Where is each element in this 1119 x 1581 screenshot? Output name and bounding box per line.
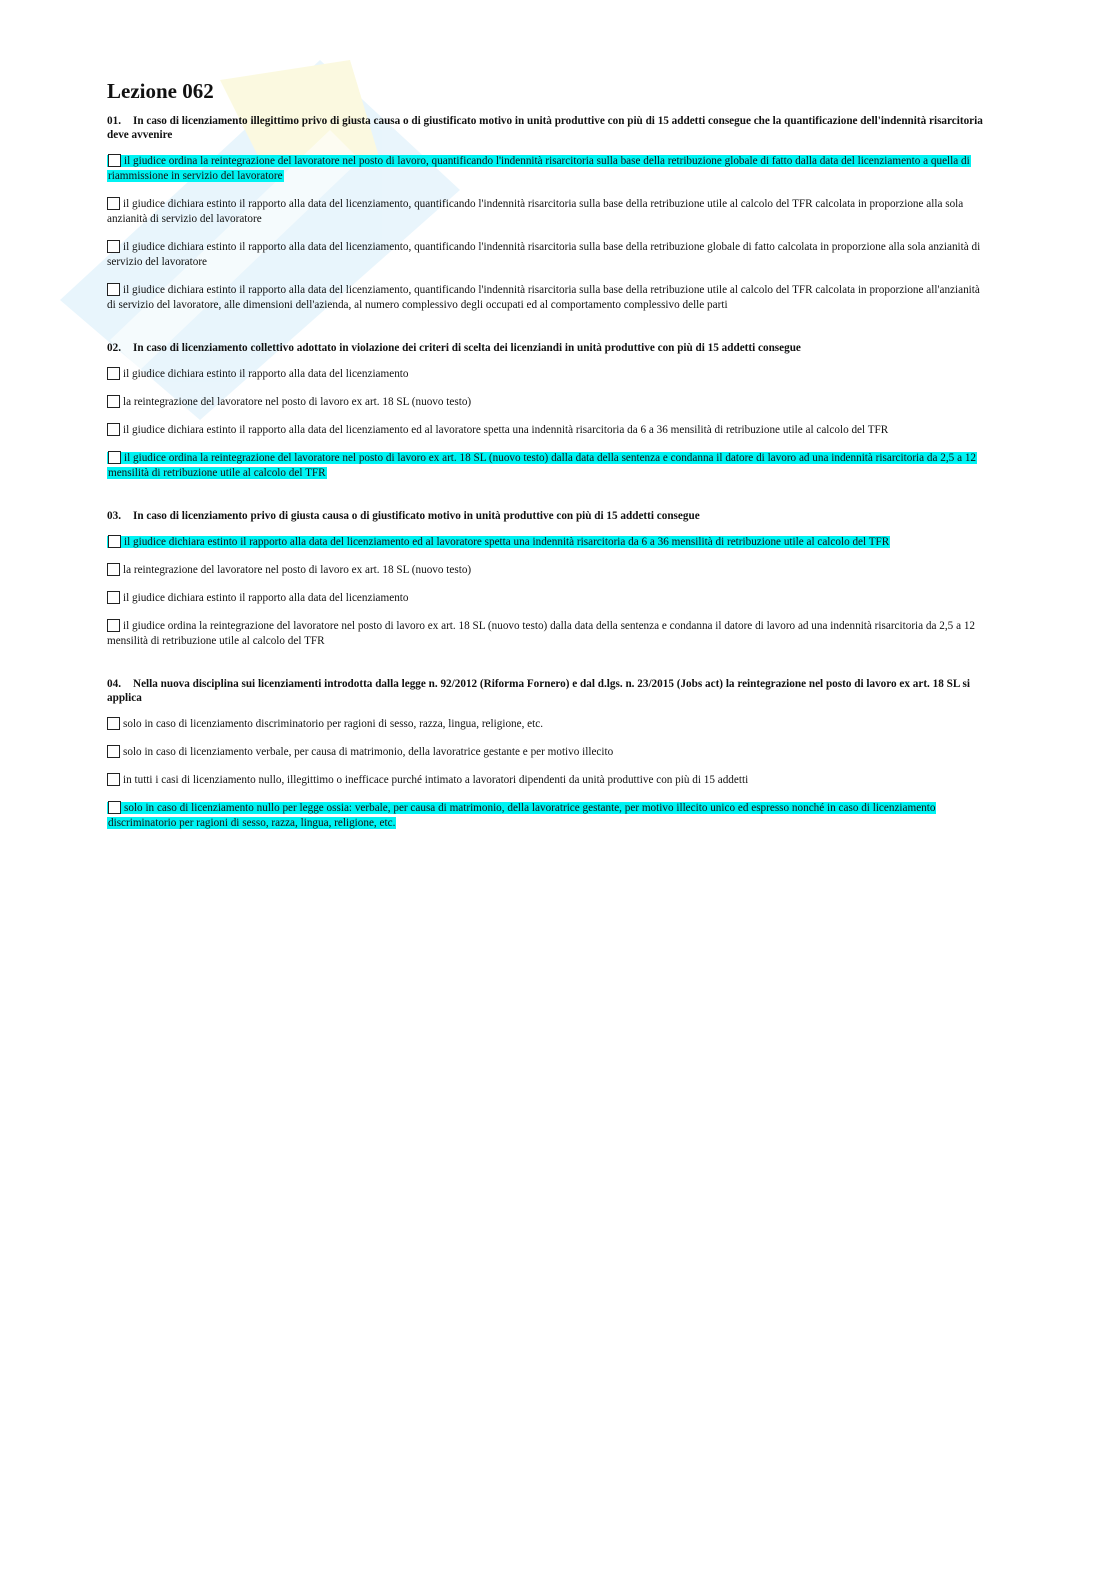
answer-option[interactable] <box>107 535 987 550</box>
answer-checkbox[interactable] <box>108 535 121 548</box>
question-number: 03. <box>107 510 121 522</box>
question-text <box>107 509 987 523</box>
answer-text: il giudice dichiara estinto il rapporto alla data del licenziamento, quantificando l'indennità risarcitoria sulla base della retribuzione utile al calcolo del TFR calcolata in proporzione alla sola anzianità di servizio del lavoratore <box>107 198 964 225</box>
answer-text-wrap <box>107 396 471 408</box>
answer-checkbox[interactable] <box>107 197 120 210</box>
answer-text: in tutti i casi di licenziamento nullo, illegittimo o inefficace purché intimato a lavoratori dipendenti da unità produttive con più di 15 addetti <box>123 774 749 786</box>
answer-option[interactable] <box>107 773 987 788</box>
answer-checkbox[interactable] <box>107 240 120 253</box>
question-block <box>107 677 987 831</box>
answer-option[interactable] <box>107 619 987 649</box>
answer-text-wrap <box>107 592 408 604</box>
highlighted-answer <box>107 802 936 829</box>
answer-checkbox[interactable] <box>107 563 120 576</box>
question-label: In caso di licenziamento privo di giusta causa o di giustificato motivo in unità produttive con più di 15 addetti consegue <box>132 510 700 522</box>
answer-text: il giudice dichiara estinto il rapporto alla data del licenziamento, quantificando l'indennità risarcitoria sulla base della retribuzione utile al calcolo del TFR calcolata in proporzione all'anzianità di servizio del lavoratore, alle dimensioni dell'azienda, al numero complessivo degli occupati ed al comportamento complessivo delle parti <box>107 284 980 311</box>
question-text <box>107 114 987 142</box>
answer-checkbox[interactable] <box>107 745 120 758</box>
answer-option[interactable] <box>107 563 987 578</box>
highlighted-answer <box>107 536 890 548</box>
answer-text-wrap <box>107 620 975 647</box>
question-text <box>107 341 987 355</box>
answer-text-wrap <box>107 564 471 576</box>
answer-option[interactable] <box>107 367 987 382</box>
answer-text: il giudice dichiara estinto il rapporto alla data del licenziamento, quantificando l'indennità risarcitoria sulla base della retribuzione globale di fatto calcolata in proporzione alla sola anzianità di servizio del lavoratore <box>107 241 981 268</box>
answer-text-wrap <box>107 198 963 225</box>
answer-checkbox[interactable] <box>107 395 120 408</box>
answer-option[interactable] <box>107 283 987 313</box>
question-label: In caso di licenziamento illegittimo privo di giusta causa o di giustificato motivo in unità produttive con più di 15 addetti consegue che la quantificazione dell'indennità risarcitoria deve avvenire <box>107 115 983 141</box>
answer-option[interactable] <box>107 423 987 438</box>
answer-text: il giudice dichiara estinto il rapporto alla data del licenziamento ed al lavoratore spetta una indennità risarcitoria da 6 a 36 mensilità di retribuzione utile al calcolo del TFR <box>123 424 889 436</box>
answer-checkbox[interactable] <box>108 801 121 814</box>
answer-text-wrap <box>107 424 888 436</box>
answer-checkbox[interactable] <box>107 773 120 786</box>
question-text <box>107 677 987 705</box>
answer-text-wrap <box>107 746 613 758</box>
question-label: Nella nuova disciplina sui licenziamenti introdotta dalla legge n. 92/2012 (Riforma Fornero) e dal d.lgs. n. 23/2015 (Jobs act) la reintegrazione nel posto di lavoro ex art. 18 SL si applica <box>107 678 970 704</box>
answer-text-wrap <box>107 774 748 786</box>
answer-checkbox[interactable] <box>107 283 120 296</box>
answer-text: la reintegrazione del lavoratore nel posto di lavoro ex art. 18 SL (nuovo testo) <box>123 396 472 408</box>
answer-checkbox[interactable] <box>108 451 121 464</box>
answer-text: il giudice dichiara estinto il rapporto alla data del licenziamento ed al lavoratore spetta una indennità risarcitoria da 6 a 36 mensilità di retribuzione utile al calcolo del TFR <box>124 536 890 548</box>
answer-text-wrap <box>107 718 543 730</box>
answer-option[interactable] <box>107 745 987 760</box>
answer-text: il giudice ordina la reintegrazione del lavoratore nel posto di lavoro ex art. 18 SL (nuovo testo) dalla data della sentenza e condanna il datore di lavoro ad una indennità risarcitoria da 2,5 a 12 mensilità di retribuzione utile al calcolo del TFR <box>107 620 976 647</box>
answer-text: solo in caso di licenziamento verbale, per causa di matrimonio, della lavoratrice gestante e per motivo illecito <box>123 746 614 758</box>
highlighted-answer <box>107 452 977 479</box>
answer-text: il giudice ordina la reintegrazione del lavoratore nel posto di lavoro, quantificando l'indennità risarcitoria sulla base della retribuzione globale di fatto dalla data del licenziamento a quella di riammissione in servizio del lavoratore <box>108 155 970 182</box>
answer-text: il giudice dichiara estinto il rapporto alla data del licenziamento <box>123 368 409 380</box>
answer-text-wrap <box>107 284 980 311</box>
question-block <box>107 341 987 481</box>
answer-text: il giudice ordina la reintegrazione del lavoratore nel posto di lavoro ex art. 18 SL (nuovo testo) dalla data della sentenza e condanna il datore di lavoro ad una indennità risarcitoria da 2,5 a 12 mensilità di retribuzione utile al calcolo del TFR <box>108 452 977 479</box>
question-list <box>107 114 987 831</box>
answer-option[interactable] <box>107 154 987 184</box>
answer-option[interactable] <box>107 717 987 732</box>
answer-text: solo in caso di licenziamento discriminatorio per ragioni di sesso, razza, lingua, religione, etc. <box>123 718 544 730</box>
lesson-title: Lezione 062 <box>107 79 214 103</box>
question-number: 01. <box>107 115 121 127</box>
answer-text-wrap <box>107 368 408 380</box>
answer-checkbox[interactable] <box>107 619 120 632</box>
answer-option[interactable] <box>107 451 987 481</box>
question-label: In caso di licenziamento collettivo adottato in violazione dei criteri di scelta dei licenziandi in unità produttive con più di 15 addetti consegue <box>132 342 801 354</box>
answer-option[interactable] <box>107 395 987 410</box>
answer-text-wrap <box>107 241 980 268</box>
answer-checkbox[interactable] <box>107 367 120 380</box>
answer-option[interactable] <box>107 240 987 270</box>
answer-checkbox[interactable] <box>107 717 120 730</box>
answer-checkbox[interactable] <box>107 423 120 436</box>
question-block <box>107 114 987 313</box>
question-number: 04. <box>107 678 121 690</box>
answer-text: il giudice dichiara estinto il rapporto alla data del licenziamento <box>123 592 409 604</box>
question-block <box>107 509 987 649</box>
answer-checkbox[interactable] <box>108 154 121 167</box>
answer-option[interactable] <box>107 591 987 606</box>
question-number: 02. <box>107 342 121 354</box>
document-page <box>107 78 987 859</box>
answer-option[interactable] <box>107 197 987 227</box>
answer-checkbox[interactable] <box>107 591 120 604</box>
answer-text: la reintegrazione del lavoratore nel posto di lavoro ex art. 18 SL (nuovo testo) <box>123 564 472 576</box>
answer-option[interactable] <box>107 801 987 831</box>
highlighted-answer <box>107 155 971 182</box>
answer-text: solo in caso di licenziamento nullo per legge ossia: verbale, per causa di matrimonio, della lavoratrice gestante, per motivo illecito unico ed espresso nonché in caso di licenziamento discriminatorio per ragioni di sesso, razza, lingua, religione, etc. <box>108 802 936 829</box>
